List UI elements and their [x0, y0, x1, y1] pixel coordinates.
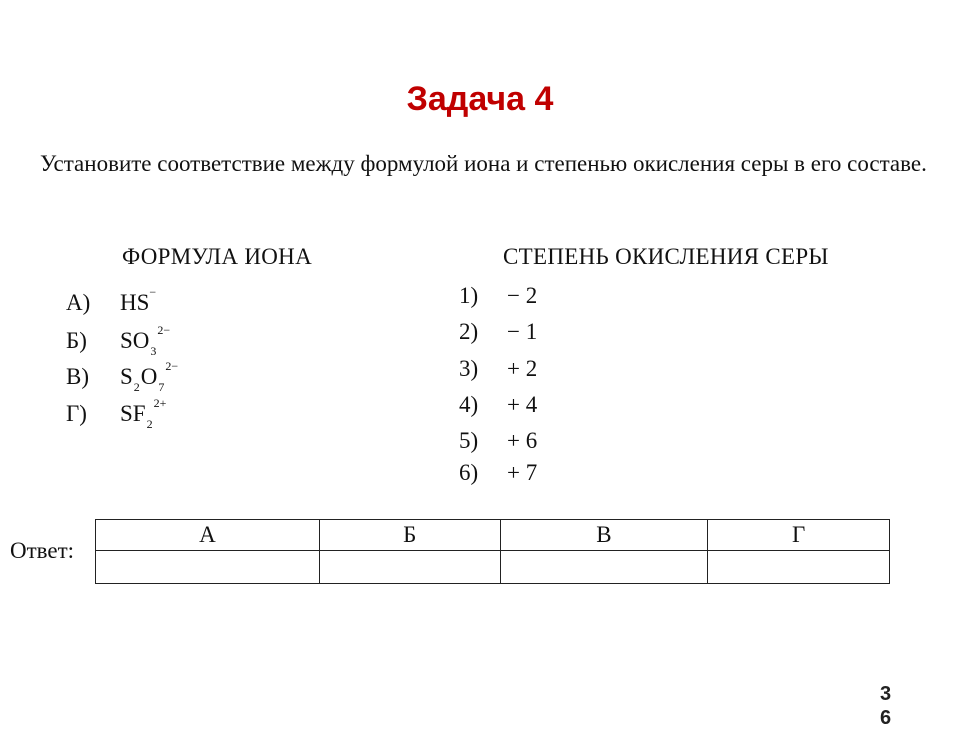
- ion-label: Б): [66, 328, 87, 353]
- ion-row-a: [66, 278, 156, 317]
- page-number: 36: [880, 683, 894, 729]
- option-label: 3): [459, 356, 479, 381]
- option-value: + 6: [507, 428, 538, 453]
- ion-formula: $S_2O_7^{2-}$: [120, 359, 179, 394]
- answer-label: Ответ:: [10, 538, 75, 563]
- ion-formula-header: ФОРМУЛА ИОНА: [122, 244, 312, 269]
- oxidation-row-6: [459, 459, 537, 487]
- ion-label: А): [66, 290, 91, 315]
- answer-header-a: А: [96, 520, 320, 551]
- option-label: 1): [459, 283, 479, 308]
- oxidation-row-5: [459, 427, 537, 455]
- option-label: 4): [459, 392, 479, 417]
- oxidation-state-header: СТЕПЕНЬ ОКИСЛЕНИЯ СЕРЫ: [503, 244, 829, 269]
- answer-cell-b[interactable]: [319, 551, 500, 584]
- task-text: Установите соответствие между формулой иона и степенью окисления серы в его составе.: [40, 151, 927, 176]
- answer-cell-v[interactable]: [500, 551, 708, 584]
- option-label: 2): [459, 319, 479, 344]
- answer-header-v: В: [500, 520, 708, 551]
- answer-header-g: Г: [708, 520, 890, 551]
- option-label: 6): [459, 460, 479, 485]
- answer-cell-g[interactable]: [708, 551, 890, 584]
- ion-formula: $SF_2^{2+}$: [120, 396, 167, 431]
- oxidation-row-4: [459, 391, 537, 419]
- option-value: + 2: [507, 356, 538, 381]
- ion-label: В): [66, 364, 89, 389]
- slide-title: Задача 4: [406, 80, 554, 118]
- ion-row-g: [66, 389, 166, 438]
- ion-formula: $SO_3^{2-}$: [120, 323, 171, 358]
- answer-header-b: Б: [319, 520, 500, 551]
- oxidation-row-2: [459, 318, 537, 346]
- option-value: + 4: [507, 392, 538, 417]
- oxidation-row-1: [459, 282, 537, 310]
- ion-formula: HS−: [120, 285, 157, 315]
- oxidation-row-3: [459, 355, 537, 383]
- option-value: + 7: [507, 460, 538, 485]
- ion-label: Г): [66, 401, 87, 426]
- answer-cell-a[interactable]: [96, 551, 320, 584]
- option-value: − 1: [507, 319, 538, 344]
- option-label: 5): [459, 428, 479, 453]
- answer-table: [95, 519, 890, 584]
- option-value: − 2: [507, 283, 538, 308]
